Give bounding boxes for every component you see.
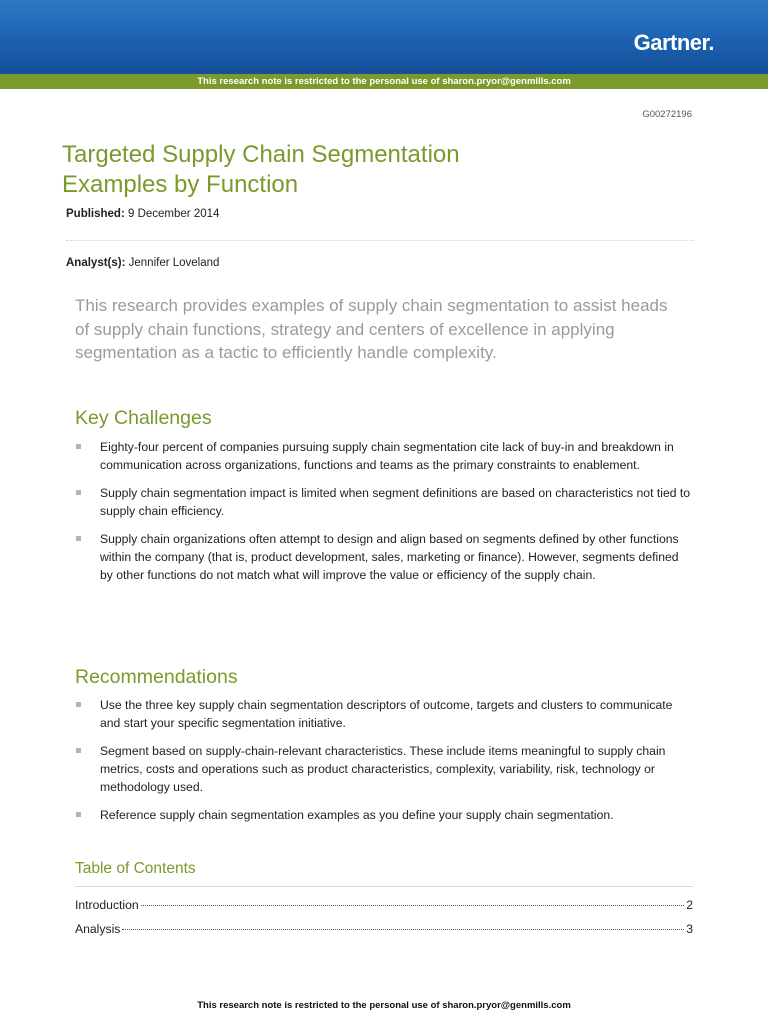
list-item: Use the three key supply chain segmentation descriptors of outcome, targets and clusters to communicate and start your specific segmentation initiative. [75,696,693,732]
list-item: Supply chain segmentation impact is limited when segment definitions are based on characteristics not tied to supply chain efficiency. [75,484,693,520]
list-item: Reference supply chain segmentation examples as you define your supply chain segmentation. [75,806,693,824]
bullet-square-icon [76,444,81,449]
list-item: Eighty-four percent of companies pursuing supply chain segmentation cite lack of buy-in and breakdown in communication across organizations, functions and teams as the primary constraints to enablement. [75,438,693,474]
toc-entry-analysis[interactable] [75,922,693,938]
list-item: Supply chain organizations often attempt to design and align based on segments defined by other functions within the company (that is, product development, sales, marketing or finance). However, segments defined by other functions do not match what will improve the value or efficiency of the supply chain. [75,530,693,584]
footer-restriction: This research note is restricted to the personal use of sharon.pryor@genmills.com [197,1000,571,1011]
toc-entry-introduction[interactable] [75,898,693,914]
bullet-square-icon [76,490,81,495]
restriction-bar [0,74,768,89]
toc-leader [122,929,684,930]
bullet-square-icon [76,812,81,817]
toc-entry-page: 2 [686,898,693,912]
published-label: Published: [66,208,125,220]
restriction-text: This research note is restricted to the personal use of sharon.pryor@genmills.com [197,76,571,87]
toc-heading: Table of Contents [75,860,196,877]
title-line-2: Examples by Function [62,171,299,198]
analyst-name: Jennifer Loveland [128,257,220,269]
document-title [62,140,622,200]
toc-entry-page: 3 [686,922,693,936]
key-challenges-heading: Key Challenges [75,407,212,429]
recommendations-list [75,696,693,834]
document-id: G00272196 [642,109,692,120]
analysts-label: Analyst(s): [66,257,126,269]
bullet-square-icon [76,536,81,541]
gartner-logo: Gartner. [633,30,714,55]
toc-divider [75,886,693,887]
published-line [66,208,219,220]
title-line-1: Targeted Supply Chain Segmentation [62,141,460,168]
toc-leader [141,905,685,906]
published-date: 9 December 2014 [127,208,220,220]
divider [66,240,694,241]
analysts-line [66,257,219,269]
toc-entry-label: Analysis [75,922,121,936]
header-banner [0,0,768,74]
summary-paragraph: This research provides examples of supply chain segmentation to assist heads of supply chain functions, strategy and centers of excellence in applying segmentation as a tactic to efficiently handle complexity. [75,296,668,362]
bullet-square-icon [76,702,81,707]
toc-entry-label: Introduction [75,898,139,912]
list-item: Segment based on supply-chain-relevant characteristics. These include items meaningful to supply chain metrics, costs and operations such as product characteristics, complexity, variability, risk, technology or methodology used. [75,742,693,796]
recommendations-heading: Recommendations [75,666,238,688]
key-challenges-list [75,438,693,594]
bullet-square-icon [76,748,81,753]
